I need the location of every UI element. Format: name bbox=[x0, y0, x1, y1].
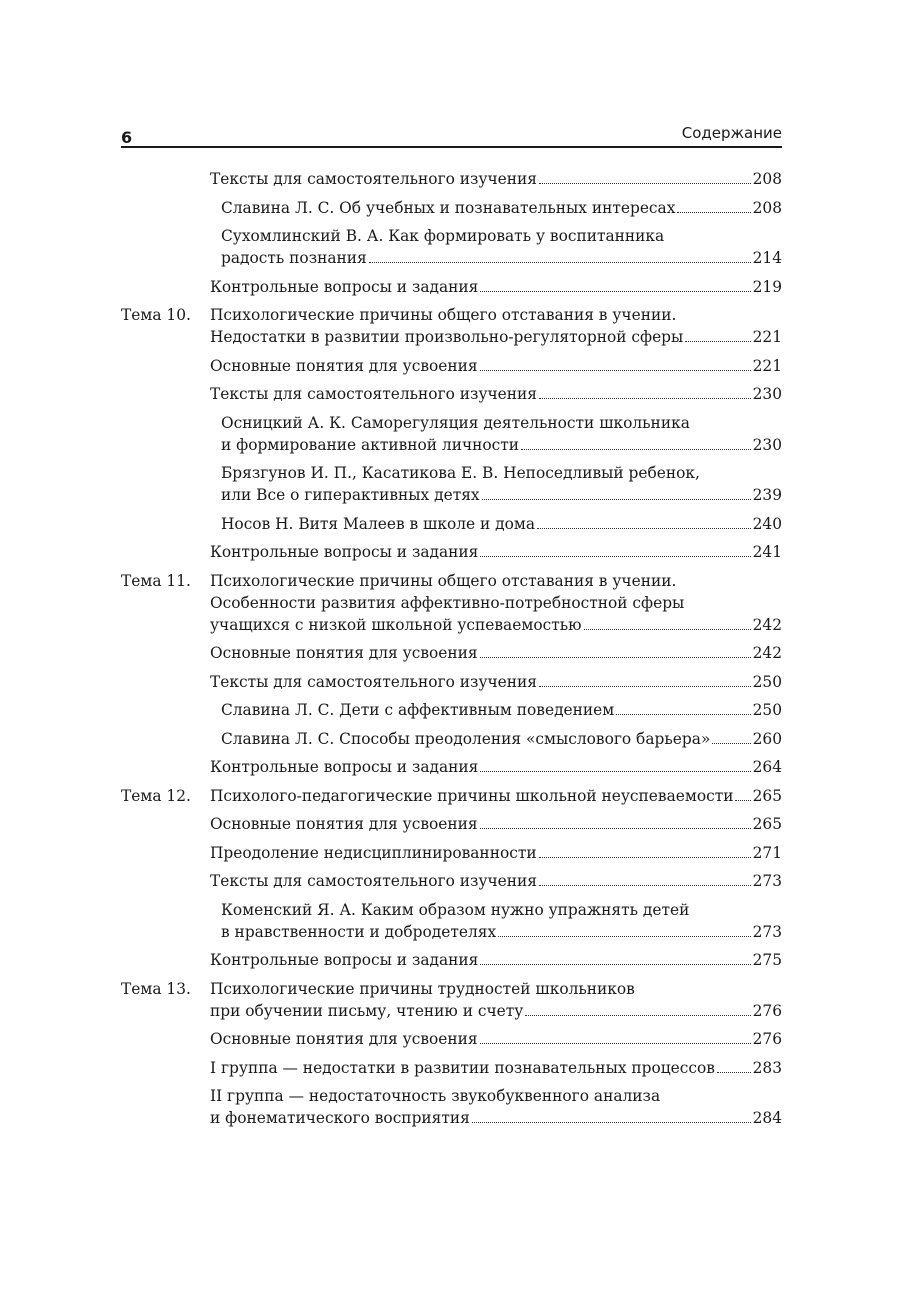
entry-title-line: Основные понятия для усвоения bbox=[210, 644, 478, 662]
entry-page-number: 208 bbox=[752, 198, 782, 217]
entry-title-line: Недостатки в развитии произвольно-регуляторной сферы bbox=[210, 328, 684, 346]
entry-title-line: Психологические причины общего отставания в учении. bbox=[210, 571, 677, 590]
dot-leader bbox=[480, 277, 750, 292]
entry-title-line: Основные понятия для усвоения bbox=[210, 815, 478, 833]
dot-leader bbox=[539, 871, 751, 886]
entry-body bbox=[221, 462, 782, 506]
entry-title-line: учащихся с низкой школьной успеваемостью bbox=[210, 615, 582, 634]
toc-subentry[interactable] bbox=[121, 699, 782, 721]
entry-title-line: Тексты для самостоятельного изучения bbox=[210, 672, 538, 691]
entry-title-line: Психолого-педагогические причины школьной неуспеваемости bbox=[210, 786, 734, 805]
entry-title-line: Носов Н. Витя Малеев в школе и дома bbox=[221, 514, 536, 533]
entry-leader-line bbox=[210, 326, 782, 348]
entry-title-line: Тексты для самостоятельного изучения bbox=[210, 872, 538, 890]
toc-subentry[interactable] bbox=[121, 513, 782, 535]
toc-entry[interactable] bbox=[121, 813, 782, 835]
entry-page-number: 242 bbox=[752, 644, 782, 662]
entry-page-number: 230 bbox=[752, 435, 782, 454]
entry-leader-line bbox=[210, 168, 782, 190]
dot-leader bbox=[480, 542, 750, 557]
toc-entry[interactable] bbox=[121, 1085, 782, 1129]
entry-leader-line bbox=[210, 541, 782, 563]
dot-leader bbox=[537, 514, 751, 529]
entry-body bbox=[210, 785, 782, 807]
entry-body bbox=[221, 225, 782, 269]
dot-leader bbox=[539, 843, 751, 858]
running-header bbox=[121, 122, 782, 148]
entry-body bbox=[210, 870, 782, 892]
running-title: Содержание bbox=[681, 124, 782, 142]
entry-title-line: Основные понятия для усвоения bbox=[210, 1030, 478, 1048]
entry-body bbox=[210, 1057, 782, 1079]
entry-leader-line bbox=[210, 813, 782, 835]
entry-leader-line bbox=[210, 842, 782, 864]
dot-leader bbox=[480, 356, 751, 371]
dot-leader bbox=[480, 1029, 751, 1044]
entry-page-number: 241 bbox=[752, 543, 782, 561]
entry-title-line: Преодоление недисциплинированности bbox=[210, 843, 537, 862]
entry-leader-line bbox=[210, 671, 782, 693]
entry-body bbox=[210, 541, 782, 563]
entry-title-line: в нравственности и добродетелях bbox=[221, 922, 497, 941]
entry-page-number: 208 bbox=[752, 170, 782, 188]
toc-topic-entry[interactable] bbox=[121, 570, 782, 636]
entry-body bbox=[210, 842, 782, 864]
entry-body bbox=[210, 304, 782, 348]
entry-title-line: Психологические причины общего отставания в учении. bbox=[210, 306, 677, 324]
entry-title-line: Коменский Я. А. Каким образом нужно упражнять детей bbox=[221, 900, 690, 919]
entry-page-number: 276 bbox=[752, 1001, 782, 1020]
entry-body bbox=[210, 756, 782, 778]
dot-leader bbox=[521, 435, 751, 450]
entry-leader-line bbox=[210, 785, 782, 807]
entry-body bbox=[210, 1028, 782, 1050]
entry-page-number: 271 bbox=[752, 843, 782, 862]
entry-title-line: Славина Л. С. Об учебных и познавательных интересах bbox=[221, 198, 676, 217]
toc-subentry[interactable] bbox=[121, 899, 782, 943]
entry-leader-line bbox=[210, 1057, 782, 1079]
dot-leader bbox=[584, 615, 751, 630]
toc-entry[interactable] bbox=[121, 1057, 782, 1079]
toc-entry[interactable] bbox=[121, 1028, 782, 1050]
dot-leader bbox=[482, 485, 751, 500]
entry-title-line: Брязгунов И. П., Касатикова Е. В. Непоседливый ребенок, bbox=[221, 464, 700, 482]
entry-title-line: I группа — недостатки в развитии познавательных процессов bbox=[210, 1058, 715, 1077]
toc-entry[interactable] bbox=[121, 870, 782, 892]
dot-leader bbox=[369, 248, 751, 263]
entry-page-number: 273 bbox=[752, 922, 782, 941]
entry-page-number: 264 bbox=[752, 758, 782, 776]
toc-topic-entry[interactable] bbox=[121, 785, 782, 807]
toc-entry[interactable] bbox=[121, 355, 782, 377]
dot-leader bbox=[677, 198, 750, 213]
entry-leader-line bbox=[210, 276, 782, 298]
page-number: 6 bbox=[121, 128, 133, 147]
entry-body bbox=[210, 1085, 782, 1129]
entry-page-number: 242 bbox=[752, 615, 782, 634]
toc-entry[interactable] bbox=[121, 756, 782, 778]
dot-leader bbox=[539, 169, 751, 184]
entry-title-line: Тексты для самостоятельного изучения bbox=[210, 385, 538, 403]
entry-page-number: 265 bbox=[752, 786, 782, 805]
entry-page-number: 221 bbox=[752, 328, 782, 346]
dot-leader bbox=[539, 384, 751, 399]
entry-body bbox=[221, 899, 782, 943]
entry-body bbox=[210, 383, 782, 405]
entry-title-line: Контрольные вопросы и задания bbox=[210, 951, 479, 969]
entry-page-number: 214 bbox=[752, 249, 782, 267]
entry-page-number: 239 bbox=[752, 486, 782, 504]
entry-title-line: Основные понятия для усвоения bbox=[210, 356, 478, 375]
toc-entry[interactable] bbox=[121, 671, 782, 693]
entry-leader-line bbox=[221, 921, 782, 943]
entry-body bbox=[221, 197, 782, 219]
entry-body bbox=[210, 949, 782, 971]
entry-title-line: Тексты для самостоятельного изучения bbox=[210, 170, 538, 188]
entry-body bbox=[210, 813, 782, 835]
entry-page-number: 250 bbox=[752, 701, 782, 719]
entry-page-number: 273 bbox=[752, 872, 782, 890]
entry-title-line: Контрольные вопросы и задания bbox=[210, 543, 479, 561]
entry-body bbox=[221, 513, 782, 535]
entry-page-number: 221 bbox=[752, 356, 782, 375]
table-of-contents bbox=[121, 168, 782, 1136]
toc-subentry[interactable] bbox=[121, 728, 782, 750]
dot-leader bbox=[712, 729, 750, 744]
entry-title-line: при обучении письму, чтению и счету bbox=[210, 1001, 524, 1020]
entry-page-number: 275 bbox=[752, 951, 782, 969]
entry-body bbox=[210, 642, 782, 664]
dot-leader bbox=[480, 643, 751, 658]
entry-body bbox=[210, 978, 782, 1022]
toc-entry[interactable] bbox=[121, 276, 782, 298]
entry-title-line: Психологические причины трудностей школьников bbox=[210, 979, 635, 998]
entry-body bbox=[210, 276, 782, 298]
entry-page-number: 230 bbox=[752, 385, 782, 403]
entry-leader-line bbox=[221, 484, 782, 506]
entry-page-number: 250 bbox=[752, 672, 782, 691]
entry-body bbox=[210, 355, 782, 377]
entry-title-line: или Все о гиперактивных детях bbox=[221, 486, 480, 504]
entry-leader-line bbox=[210, 355, 782, 377]
entry-page-number: 219 bbox=[752, 277, 782, 296]
entry-title-line: Осницкий А. К. Саморегуляция деятельности школьника bbox=[221, 413, 690, 432]
entry-title-line: Особенности развития аффективно-потребностной сферы bbox=[210, 593, 685, 612]
entry-title-line: Славина Л. С. Способы преодоления «смыслового барьера» bbox=[221, 729, 711, 748]
toc-subentry[interactable] bbox=[121, 225, 782, 269]
entry-leader-line bbox=[210, 383, 782, 405]
toc-topic-entry[interactable] bbox=[121, 978, 782, 1022]
entry-leader-line bbox=[210, 1000, 782, 1022]
entry-leader-line bbox=[221, 699, 782, 721]
entry-page-number: 240 bbox=[752, 514, 782, 533]
toc-entry[interactable] bbox=[121, 541, 782, 563]
entry-title-line: Контрольные вопросы и задания bbox=[210, 277, 479, 296]
entry-title-line: Контрольные вопросы и задания bbox=[210, 758, 479, 776]
topic-label: Тема 12. bbox=[121, 786, 191, 805]
toc-entry[interactable] bbox=[121, 383, 782, 405]
dot-leader bbox=[616, 700, 750, 715]
entry-leader-line bbox=[210, 870, 782, 892]
topic-label: Тема 11. bbox=[121, 571, 191, 590]
entry-leader-line bbox=[210, 1107, 782, 1129]
entry-page-number: 260 bbox=[752, 729, 782, 748]
entry-leader-line bbox=[210, 756, 782, 778]
entry-title-line: Сухомлинский В. А. Как формировать у воспитанника bbox=[221, 227, 665, 245]
entry-title-line: и формирование активной личности bbox=[221, 435, 520, 454]
toc-entry[interactable] bbox=[121, 642, 782, 664]
entry-body bbox=[221, 412, 782, 456]
dot-leader bbox=[480, 814, 751, 829]
toc-topic-entry[interactable] bbox=[121, 304, 782, 348]
entry-body bbox=[210, 671, 782, 693]
dot-leader bbox=[525, 1001, 750, 1016]
entry-body bbox=[221, 699, 782, 721]
dot-leader bbox=[472, 1108, 751, 1123]
entry-body bbox=[210, 570, 782, 636]
dot-leader bbox=[480, 757, 750, 772]
entry-page-number: 284 bbox=[752, 1109, 782, 1127]
toc-subentry[interactable] bbox=[121, 462, 782, 506]
toc-subentry[interactable] bbox=[121, 197, 782, 219]
toc-subentry[interactable] bbox=[121, 412, 782, 456]
entry-title-line: радость познания bbox=[221, 249, 367, 267]
entry-page-number: 265 bbox=[752, 815, 782, 833]
entry-title-line: II группа — недостаточность звукобуквенного анализа bbox=[210, 1087, 661, 1105]
dot-leader bbox=[539, 672, 751, 687]
entry-leader-line bbox=[221, 434, 782, 456]
entry-body bbox=[221, 728, 782, 750]
topic-label: Тема 13. bbox=[121, 979, 191, 998]
entry-body bbox=[210, 168, 782, 190]
toc-entry[interactable] bbox=[121, 842, 782, 864]
entry-leader-line bbox=[221, 247, 782, 269]
entry-leader-line bbox=[221, 197, 782, 219]
entry-leader-line bbox=[221, 513, 782, 535]
dot-leader bbox=[480, 950, 750, 965]
dot-leader bbox=[685, 327, 750, 342]
toc-entry[interactable] bbox=[121, 949, 782, 971]
topic-label: Тема 10. bbox=[121, 306, 191, 324]
dot-leader bbox=[735, 786, 750, 801]
entry-page-number: 283 bbox=[752, 1058, 782, 1077]
entry-leader-line bbox=[221, 728, 782, 750]
entry-title-line: Славина Л. С. Дети с аффективным поведением bbox=[221, 701, 615, 719]
entry-leader-line bbox=[210, 1028, 782, 1050]
entry-leader-line bbox=[210, 642, 782, 664]
entry-leader-line bbox=[210, 614, 782, 636]
dot-leader bbox=[498, 922, 750, 937]
entry-page-number: 276 bbox=[752, 1030, 782, 1048]
toc-entry[interactable] bbox=[121, 168, 782, 190]
entry-leader-line bbox=[210, 949, 782, 971]
dot-leader bbox=[717, 1058, 751, 1073]
entry-title-line: и фонематического восприятия bbox=[210, 1109, 470, 1127]
